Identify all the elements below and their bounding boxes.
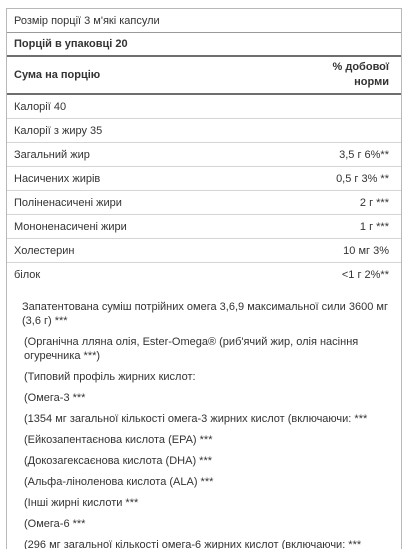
amount-per-serving-label: Сума на порцію (14, 69, 101, 81)
nutrient-value: 0,5 г 3% ** (336, 172, 389, 185)
blend-line: (Омега-6 *** (24, 518, 86, 530)
servings-per-container-row (7, 33, 401, 57)
supplement-facts-panel (6, 8, 402, 549)
nutrient-row-total-fat (7, 143, 401, 167)
blend-line: (Докозагексаєнова кислота (DHA) *** (24, 455, 212, 467)
nutrient-value: 1 г *** (359, 220, 389, 233)
daily-value-label: % добової норми (332, 61, 389, 88)
nutrient-row-calories-from-fat (7, 119, 401, 143)
nutrient-value: 2 г *** (359, 196, 389, 209)
proprietary-blend-section (7, 287, 401, 549)
nutrient-name: Загальний жир (14, 148, 90, 161)
blend-line: (Омега-3 *** (24, 392, 86, 404)
nutrient-row-calories (7, 95, 401, 119)
blend-line: (Альфа-ліноленова кислота (ALA) *** (24, 476, 214, 488)
servings-per-container-text: Порцій в упаковці 20 (14, 38, 128, 50)
nutrient-row-protein (7, 263, 401, 287)
blend-line: (Ейкозапентаєнова кислота (EPA) *** (24, 434, 213, 446)
nutrient-name: Холестерин (14, 244, 75, 257)
nutrient-name: Мононенасичені жири (14, 220, 127, 233)
blend-line: (Інші жирні кислоти *** (24, 497, 139, 509)
nutrient-row-cholesterol (7, 239, 401, 263)
blend-line: (Органічна лляна олія, Ester-Omega® (риб'ячий жир, олія насіння огуречника ***) (24, 336, 359, 362)
blend-line: Запатентована суміш потрійних омега 3,6,9 максимальної сили 3600 мг (3,6 г) *** (22, 301, 388, 327)
blend-line: (Типовий профіль жирних кислот: (24, 371, 196, 383)
nutrient-name: Калорії 40 (14, 100, 67, 113)
serving-size-row (7, 9, 401, 33)
nutrient-row-monounsaturated-fat (7, 215, 401, 239)
nutrient-name: Калорії з жиру 35 (14, 124, 103, 137)
table-header (7, 57, 401, 95)
nutrient-value: 10 мг 3% (343, 244, 389, 257)
nutrient-value: 3,5 г 6%** (339, 148, 389, 161)
nutrient-row-saturated-fat (7, 167, 401, 191)
blend-line: (1354 мг загальної кількості омега-3 жирних кислот (включаючи: *** (24, 413, 368, 425)
nutrient-name: білок (14, 269, 41, 281)
blend-line: (296 мг загальної кількості омега-6 жирних кислот (включаючи: *** (24, 539, 362, 549)
nutrient-row-polyunsaturated-fat (7, 191, 401, 215)
nutrient-value: <1 г 2%** (341, 269, 389, 281)
nutrient-name: Поліненасичені жири (14, 196, 122, 209)
nutrient-name: Насичених жирів (14, 172, 101, 185)
serving-size-text: Розмір порції 3 м'які капсули (14, 14, 160, 27)
